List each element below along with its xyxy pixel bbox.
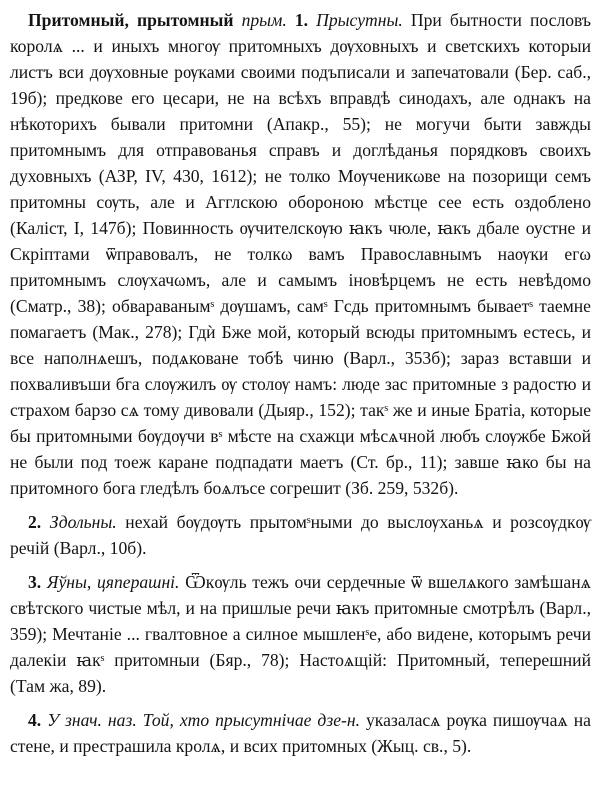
sense-2-number: 2. (28, 512, 42, 532)
grammar-label: прым. (241, 10, 287, 30)
sense-1-number: 1. (294, 10, 309, 30)
sense-1-citations: При бытности пословъ королѧ ... и иныхъ многѹ притомныхъ дѹховныхъ и светскихъ которыи листъ вси дѹховные рѹками своими подъписали и запечатовали (Бер. саб., 19б); предкове его цесари, не на всѣхъ вправдѣ синодахъ, але однакъ на нѣкоторихъ бывали притомни (Апакр., 55); не могучи быти завжды притомнымъ для отправованья справъ и доглѣданья порядковъ своихъ духовныхъ (АЗР, IV, 430, 1612); не толко Мѹченикωве на позорищи семъ притомны сѹть, але и Агглскою обороною мѣстце сее есть оздоблено (Каліст, I, 147б); Повинность ѹчителскѹю ꙗкъ чюле, ꙗкъ дбале оустне и Скріптами ѿправовалъ, не толкω вамъ Православнымъ наѹки егω притомнымъ слѹхачωмъ, але и самымъ іновѣрцемъ не есть невѣдомо (Сматр., 38); обвараванымˢ дѹшамъ, самˢ Гсдь притомнымъ бываетˢ таемне помагаетъ (Мак., 278); Гдѝ Бже мой, который всюды притомнымъ естесь, и все наполнѧешъ, подѧковане тобѣ чиню (Варл., 353б); зараз вставши и похваливъши бга слѹжилъ ѹ столѹ намъ: люде зас притомные з радостю и страхом барзо сѧ тому дивовали (Дыяр., 152); такˢ же и иные Братіа, которые бы притомными бѹдѹчи вˢ мѣсте на схажци мѣсѧчной любъ слѹжбе Бжой не были под тоеж каране подпадати маетъ (Ст. бр., 11); завше ꙗко бы на притомного бога гледѣлъ боѧлъсе согрешит (Зб. 259, 532б). (10, 10, 591, 498)
sense-1-gloss: Прысутны. (316, 10, 403, 30)
sense-3-number: 3. (28, 572, 42, 592)
sense-2-gloss: Здольны. (49, 512, 117, 532)
sense-3 (10, 569, 591, 699)
sense-2 (10, 509, 591, 561)
sense-4-citations: указаласѧ рѹка пишѹчаѧ на стене, и престрашила кролѧ, и всих притомных (Жыц. св., 5). (10, 710, 591, 756)
headword: Притомный, прытомный (28, 10, 234, 30)
sense-1 (10, 7, 591, 501)
sense-4-gloss: У знач. наз. Той, хто прысутнічае дзе-н. (47, 710, 360, 730)
sense-4-number: 4. (28, 710, 42, 730)
sense-2-citations: нехай бѹдѹть прытомˢными до выслѹханьѧ и розсѹдкѹ речій (Варл., 10б). (10, 512, 591, 558)
sense-4 (10, 707, 591, 759)
dictionary-entry (10, 7, 591, 759)
sense-3-gloss: Яўны, цяперашні. (46, 572, 180, 592)
sense-3-citations: Ѿкѹль тежъ очи сердечные ѿ вшелѧкого замѣшанѧ свѣтского чистые мѣл, и на пришлые речи ꙗкъ притомные смотрѣлъ (Варл., 359); Мечтаніе ... гвалтовное а силное мышленˢе, або видене, которымъ речи далекіи ꙗкˢ притомныи (Бяр., 78); Настоѧщій: Притомный, теперешний (Там жа, 89). (10, 572, 592, 696)
